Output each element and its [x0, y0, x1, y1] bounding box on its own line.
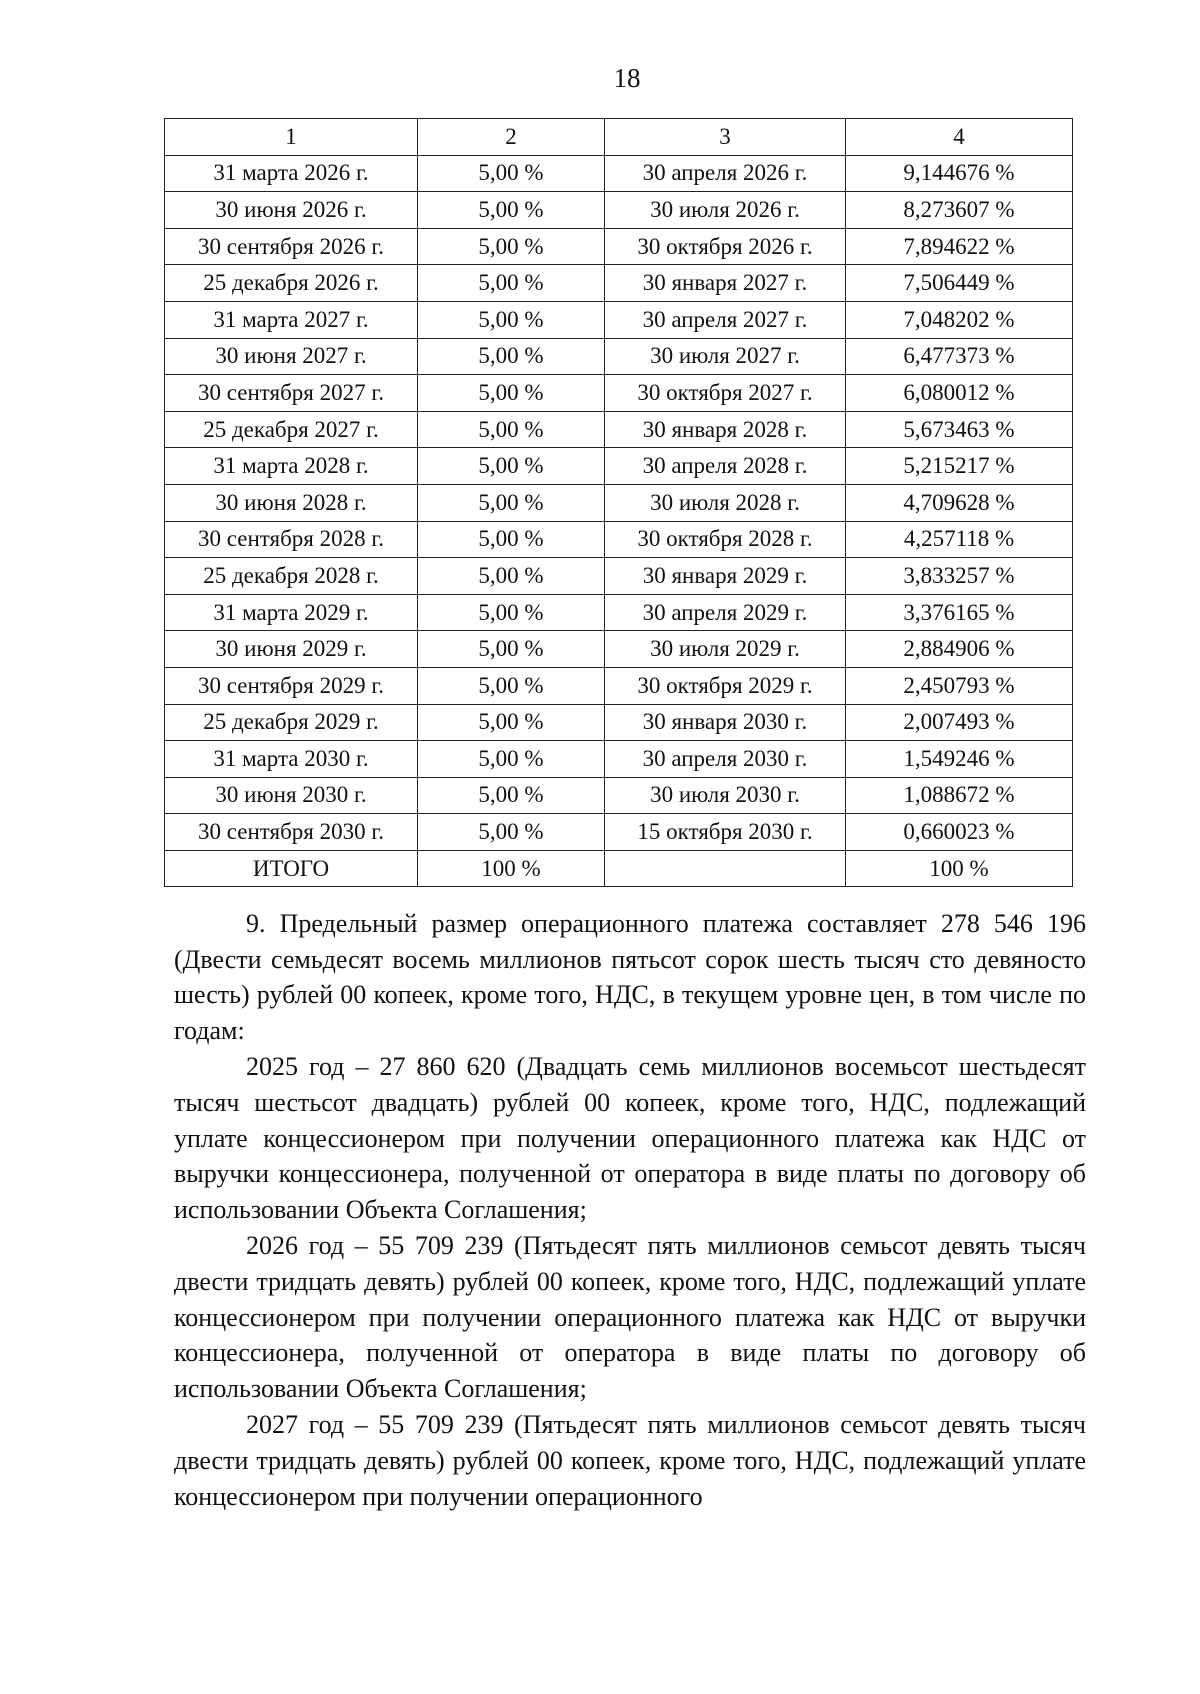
- table-cell: ИТОГО: [165, 850, 418, 887]
- table-cell: 30 сентября 2026 г.: [165, 228, 418, 265]
- table-row: [165, 594, 1073, 631]
- table-cell: 6,080012 %: [846, 375, 1073, 412]
- table-cell: 30 октября 2026 г.: [605, 228, 846, 265]
- table-cell: 30 июля 2030 г.: [605, 777, 846, 814]
- table-cell: 5,215217 %: [846, 448, 1073, 485]
- paragraph: 2026 год – 55 709 239 (Пятьдесят пять миллионов семьсот девять тысяч двести тридцать девять) рублей 00 копеек, кроме того, НДС, подлежащий уплате концессионером при получении операционного платежа как НДС от выручки концессионера, полученной от оператора в виде платы по договору об использовании Объекта Соглашения;: [174, 1231, 1086, 1404]
- table-cell: 5,00 %: [418, 301, 605, 338]
- table-cell: 25 декабря 2026 г.: [165, 265, 418, 302]
- table-header-cell: 3: [605, 119, 846, 156]
- paragraph: 2027 год – 55 709 239 (Пятьдесят пять миллионов семьсот девять тысяч двести тридцать девять) рублей 00 копеек, кроме того, НДС, подлежащий уплате концессионером при получении операционного: [174, 1410, 1086, 1511]
- table-row: [165, 704, 1073, 741]
- table-cell: 25 декабря 2028 г.: [165, 558, 418, 595]
- table-cell: 30 апреля 2030 г.: [605, 741, 846, 778]
- table-cell: 30 июня 2026 г.: [165, 192, 418, 229]
- table-cell: 31 марта 2029 г.: [165, 594, 418, 631]
- table-header-cell: 2: [418, 119, 605, 156]
- table-cell: 5,00 %: [418, 777, 605, 814]
- table-cell: 30 апреля 2028 г.: [605, 448, 846, 485]
- table-cell: 30 апреля 2029 г.: [605, 594, 846, 631]
- table-row: [165, 192, 1073, 229]
- paragraph: 9. Предельный размер операционного платежа составляет 278 546 196 (Двести семьдесят восемь миллионов пятьсот сорок шесть тысяч сто девяносто шесть) рублей 00 копеек, кроме того, НДС, в текущем уровне цен, в том числе по годам:: [174, 909, 1086, 1046]
- table-cell: 3,376165 %: [846, 594, 1073, 631]
- table-row: [165, 265, 1073, 302]
- table-cell: 100 %: [846, 850, 1073, 887]
- table-cell: 5,00 %: [418, 228, 605, 265]
- table-row: [165, 228, 1073, 265]
- table-row: [165, 558, 1073, 595]
- table-row: [165, 411, 1073, 448]
- table-cell: 5,00 %: [418, 155, 605, 192]
- table-cell: 31 марта 2028 г.: [165, 448, 418, 485]
- table-cell: 5,00 %: [418, 192, 605, 229]
- table-cell: 1,549246 %: [846, 741, 1073, 778]
- table-row: [165, 741, 1073, 778]
- table-cell: 5,00 %: [418, 484, 605, 521]
- table-cell: 2,007493 %: [846, 704, 1073, 741]
- body-text: [174, 906, 1086, 1515]
- paragraph: 2025 год – 27 860 620 (Двадцать семь миллионов восемьсот шестьдесят тысяч шестьсот двадцать) рублей 00 копеек, кроме того, НДС, подлежащий уплате концессионером при получении операционного платежа как НДС от выручки концессионера, полученной от оператора в виде платы по договору об использовании Объекта Соглашения;: [174, 1052, 1086, 1225]
- table-cell: 15 октября 2030 г.: [605, 814, 846, 851]
- table-cell: 5,00 %: [418, 448, 605, 485]
- table-cell: 5,00 %: [418, 411, 605, 448]
- table-cell: 5,00 %: [418, 667, 605, 704]
- table-cell: 30 июля 2028 г.: [605, 484, 846, 521]
- table-cell: 3,833257 %: [846, 558, 1073, 595]
- table-row: [165, 631, 1073, 668]
- table-cell: 5,00 %: [418, 375, 605, 412]
- table-row: [165, 814, 1073, 851]
- table-row: [165, 301, 1073, 338]
- table-cell: 30 июля 2027 г.: [605, 338, 846, 375]
- table-cell: 4,257118 %: [846, 521, 1073, 558]
- table-cell: 30 апреля 2027 г.: [605, 301, 846, 338]
- table-cell: 25 декабря 2029 г.: [165, 704, 418, 741]
- table-cell: 6,477373 %: [846, 338, 1073, 375]
- table-cell: 31 марта 2030 г.: [165, 741, 418, 778]
- table-row: [165, 521, 1073, 558]
- table-cell: 30 июля 2029 г.: [605, 631, 846, 668]
- table-cell: 5,00 %: [418, 594, 605, 631]
- table-cell: 30 июня 2027 г.: [165, 338, 418, 375]
- table-cell: 30 января 2028 г.: [605, 411, 846, 448]
- table-cell: 30 сентября 2028 г.: [165, 521, 418, 558]
- table-body: [165, 155, 1073, 887]
- table-cell: 30 января 2030 г.: [605, 704, 846, 741]
- table-cell: 2,450793 %: [846, 667, 1073, 704]
- table-cell: 30 июля 2026 г.: [605, 192, 846, 229]
- table-cell: 7,506449 %: [846, 265, 1073, 302]
- table-cell: 7,894622 %: [846, 228, 1073, 265]
- payment-schedule-table: [164, 118, 1073, 887]
- table-cell: 5,00 %: [418, 704, 605, 741]
- table-cell: 1,088672 %: [846, 777, 1073, 814]
- table-cell: 30 июня 2028 г.: [165, 484, 418, 521]
- table-cell: 5,00 %: [418, 631, 605, 668]
- table-row: [165, 484, 1073, 521]
- table-cell: 30 сентября 2030 г.: [165, 814, 418, 851]
- table-cell: 5,00 %: [418, 521, 605, 558]
- table-row: [165, 155, 1073, 192]
- table-cell: 0,660023 %: [846, 814, 1073, 851]
- table-header-cell: 1: [165, 119, 418, 156]
- table-header-row: [165, 119, 1073, 156]
- table-row: [165, 338, 1073, 375]
- table-cell: 30 октября 2028 г.: [605, 521, 846, 558]
- table-cell: 31 марта 2026 г.: [165, 155, 418, 192]
- table-cell: 30 сентября 2027 г.: [165, 375, 418, 412]
- table-row: [165, 667, 1073, 704]
- table-row: [165, 448, 1073, 485]
- table-cell: 30 апреля 2026 г.: [605, 155, 846, 192]
- table-cell: 5,00 %: [418, 338, 605, 375]
- table-row: [165, 375, 1073, 412]
- table-cell: 30 октября 2027 г.: [605, 375, 846, 412]
- table-header-cell: 4: [846, 119, 1073, 156]
- table-cell: 8,273607 %: [846, 192, 1073, 229]
- table-cell: [605, 850, 846, 887]
- table-row: [165, 777, 1073, 814]
- table-cell: 30 октября 2029 г.: [605, 667, 846, 704]
- table-cell: 4,709628 %: [846, 484, 1073, 521]
- table-cell: 25 декабря 2027 г.: [165, 411, 418, 448]
- page-number: 18: [613, 63, 641, 93]
- table-cell: 5,00 %: [418, 558, 605, 595]
- table-cell: 30 июня 2030 г.: [165, 777, 418, 814]
- table-cell: 5,00 %: [418, 265, 605, 302]
- table-cell: 2,884906 %: [846, 631, 1073, 668]
- table-cell: 30 сентября 2029 г.: [165, 667, 418, 704]
- table-cell: 7,048202 %: [846, 301, 1073, 338]
- table-cell: 5,00 %: [418, 814, 605, 851]
- table-cell: 30 января 2027 г.: [605, 265, 846, 302]
- table-cell: 5,00 %: [418, 741, 605, 778]
- table-cell: 5,673463 %: [846, 411, 1073, 448]
- table-cell: 9,144676 %: [846, 155, 1073, 192]
- table-cell: 100 %: [418, 850, 605, 887]
- table-cell: 30 января 2029 г.: [605, 558, 846, 595]
- table-cell: 31 марта 2027 г.: [165, 301, 418, 338]
- table-total-row: [165, 850, 1073, 887]
- table-cell: 30 июня 2029 г.: [165, 631, 418, 668]
